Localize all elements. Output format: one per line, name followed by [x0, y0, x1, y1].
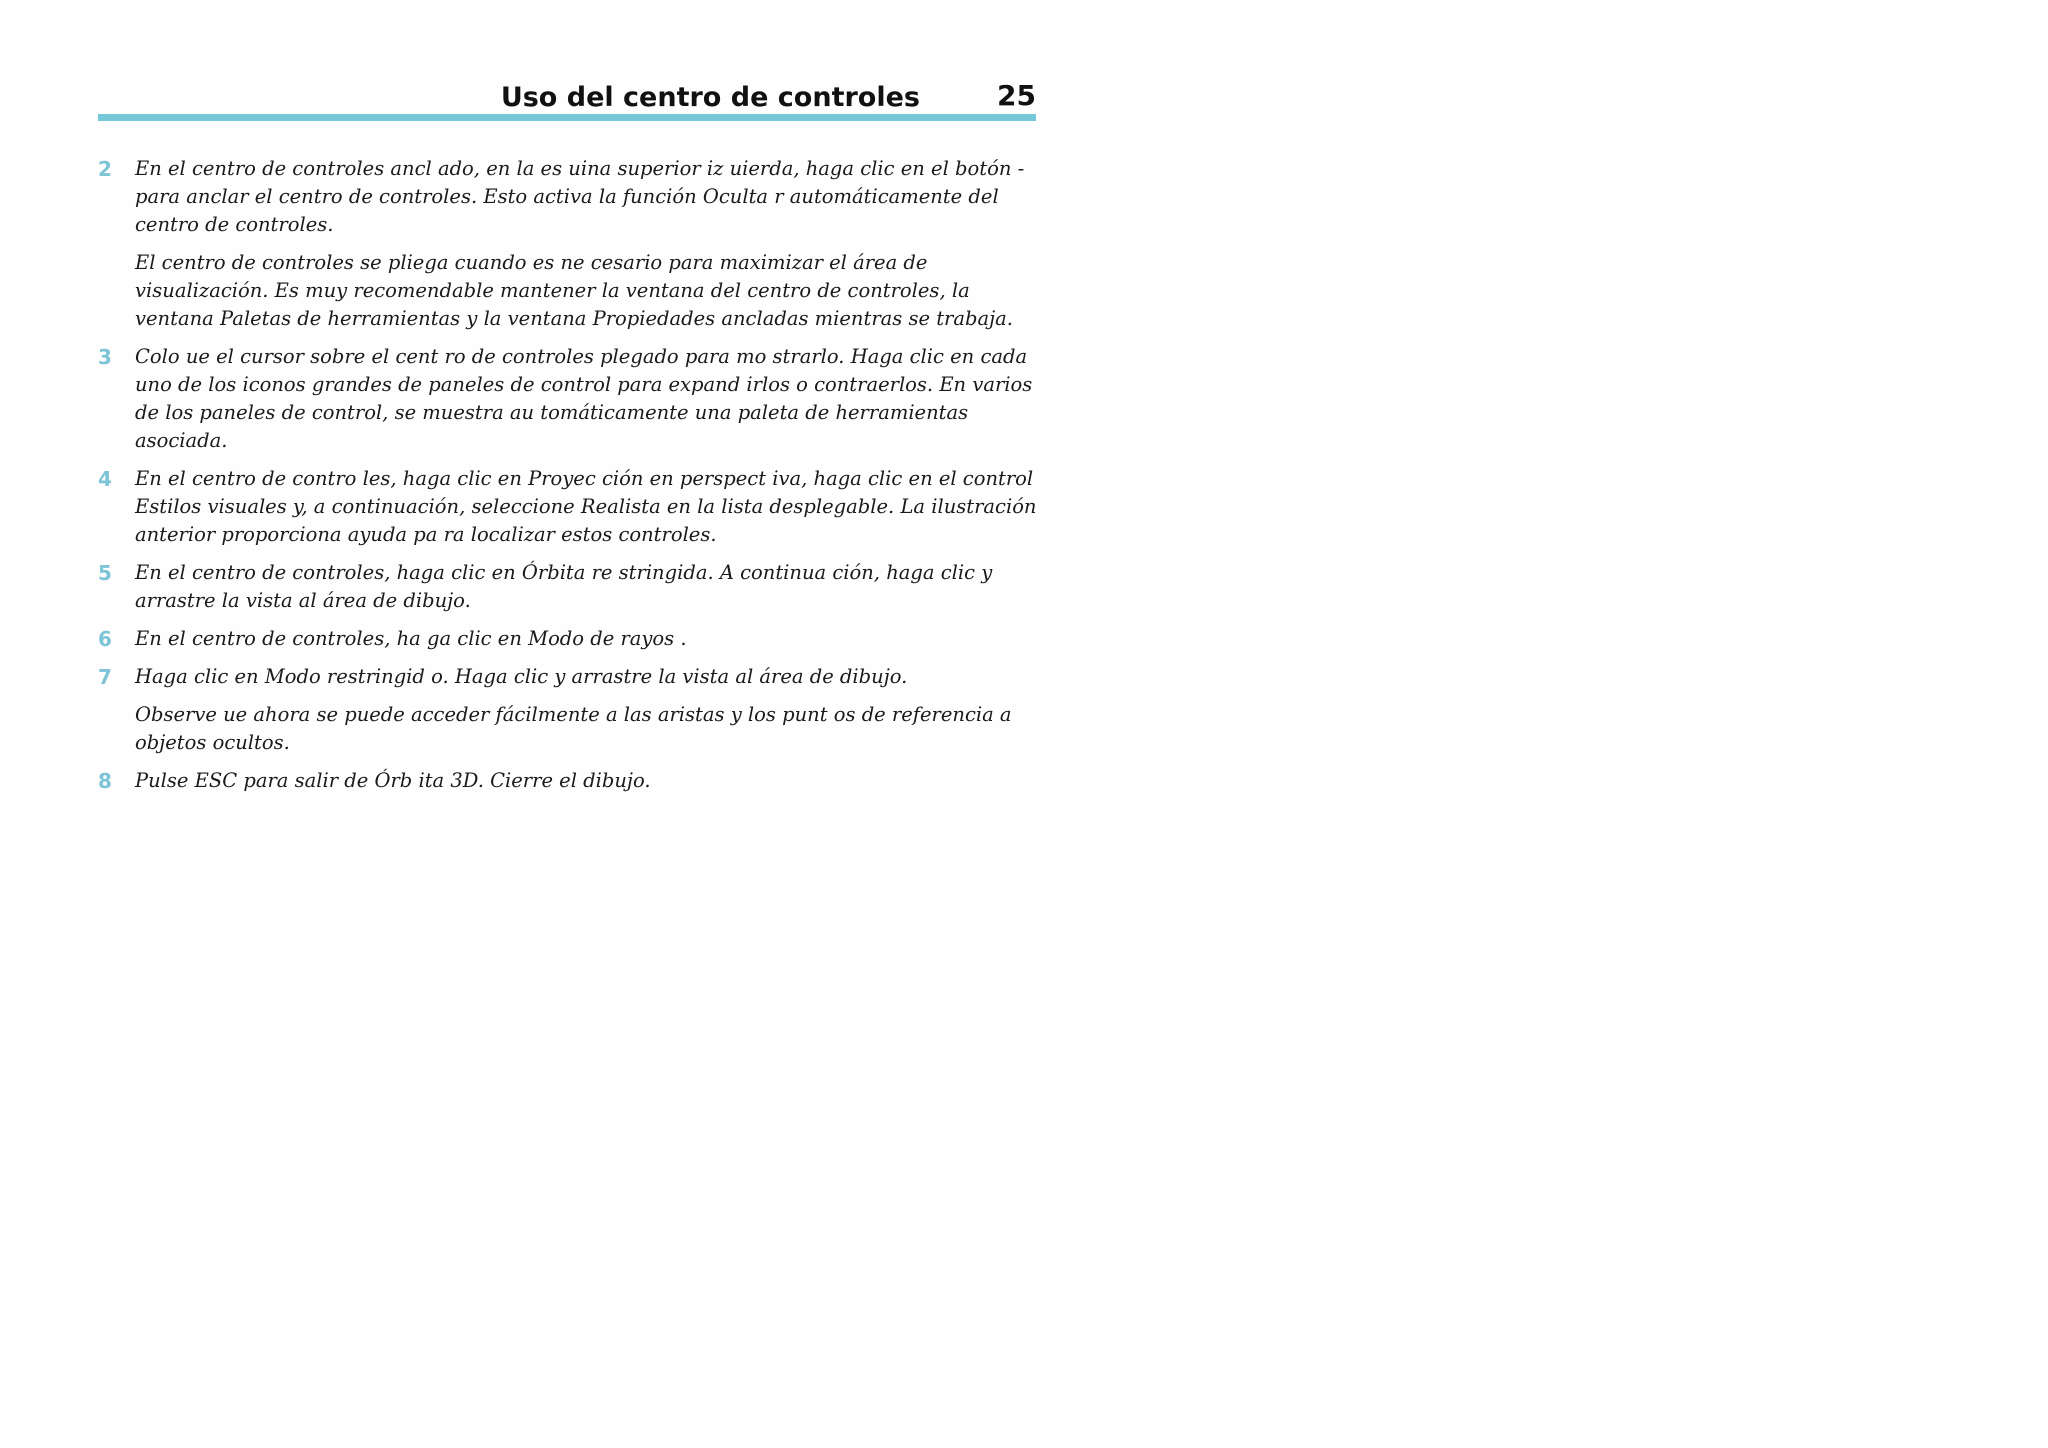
step-3: [98, 343, 1038, 455]
step-paragraph: En el centro de contro les, haga clic en Proyec ción en perspect iva, haga clic en el control Estilos visuales y, a continuación, seleccione Realista en la lista desplegable. La ilustración anterior proporciona ayuda pa ra localizar estos controles.: [135, 467, 1037, 546]
step-number: 3: [98, 345, 112, 369]
header-rule: [98, 114, 1036, 121]
step-2: [98, 155, 1038, 333]
step-4: [98, 465, 1038, 549]
page-title: Uso del centro de controles: [500, 82, 920, 113]
step-6: [98, 625, 1038, 653]
step-7: [98, 663, 1038, 757]
steps-list: [98, 155, 1038, 805]
step-number: 5: [98, 561, 112, 585]
step-number: 8: [98, 769, 112, 793]
step-number: 7: [98, 665, 112, 689]
step-paragraph: En el centro de controles, ha ga clic en Modo de rayos .: [135, 627, 687, 650]
step-paragraph: En el centro de controles, haga clic en Órbita re stringida. A continua ción, haga clic y arrastre la vista al área de dibujo.: [135, 561, 993, 612]
step-number: 4: [98, 467, 112, 491]
step-8: [98, 767, 1038, 795]
step-paragraph: En el centro de controles ancl ado, en la es uina superior iz uierda, haga clic en el botón - para anclar el centro de controles. Esto activa la función Oculta r automáticamente del centro de controles.: [135, 157, 1025, 236]
step-note: El centro de controles se pliega cuando es ne cesario para maximizar el área de visualización. Es muy recomendable mantener la ventana del centro de controles, la ventana Paletas de herramientas y la ventana Propiedades ancladas mientras se trabaja.: [135, 251, 1013, 330]
step-paragraph: Colo ue el cursor sobre el cent ro de controles plegado para mo strarlo. Haga clic en cada uno de los iconos grandes de paneles de control para expand irlos o contraerlos. En varios de los paneles de control, se muestra au tomáticamente una paleta de herramientas asociada.: [135, 345, 1033, 452]
step-note: Observe ue ahora se puede acceder fácilmente a las aristas y los punt os de referencia a objetos ocultos.: [135, 703, 1012, 754]
step-number: 6: [98, 627, 112, 651]
page-number: 25: [997, 79, 1036, 112]
step-paragraph: Pulse ESC para salir de Órb ita 3D. Cierre el dibujo.: [135, 769, 651, 792]
step-number: 2: [98, 157, 112, 181]
step-5: [98, 559, 1038, 615]
step-paragraph: Haga clic en Modo restringid o. Haga clic y arrastre la vista al área de dibujo.: [135, 665, 908, 688]
